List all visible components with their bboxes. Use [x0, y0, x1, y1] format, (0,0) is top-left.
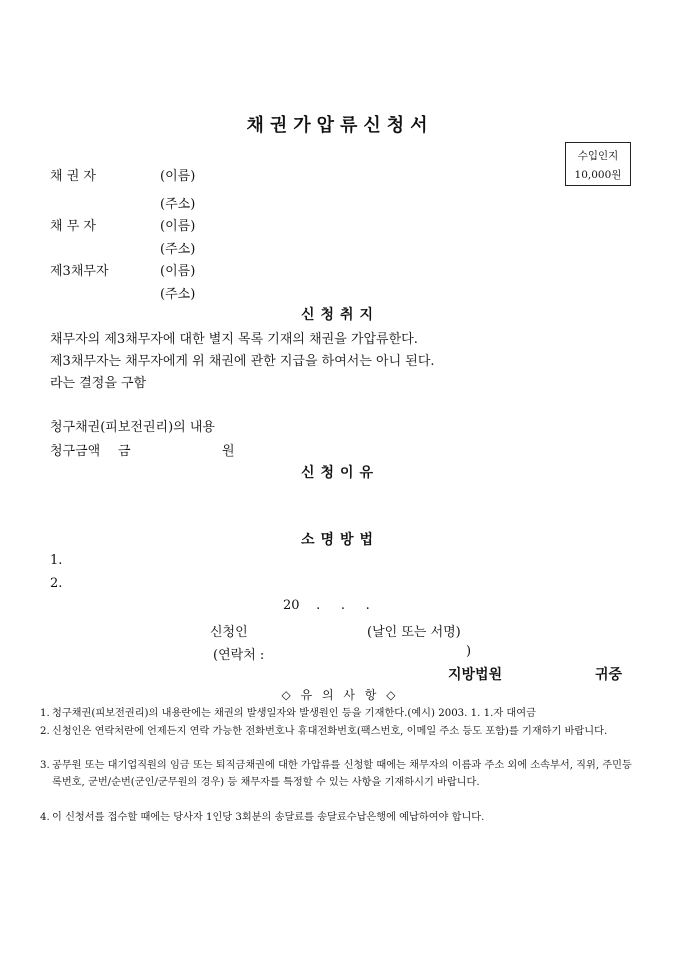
third-debtor-address-field: (주소)	[160, 287, 196, 302]
purpose-line-3: 라는 결정을 구함	[50, 376, 147, 391]
purpose-heading: 신청취지	[300, 307, 380, 323]
revenue-stamp-box	[565, 142, 631, 186]
evidence-item-1: 1.	[50, 553, 63, 568]
third-debtor-label: 제3채무자	[50, 264, 109, 279]
claim-amount-unit: 원	[222, 444, 235, 459]
purpose-line-1: 채무자의 제3채무자에 대한 별지 목록 기재의 채권을 가압류한다.	[50, 332, 418, 347]
stamp-amount: 10,000원	[574, 169, 622, 181]
addressee-label: 귀중	[595, 667, 623, 683]
creditor-address-field: (주소)	[160, 197, 196, 212]
notes-heading: ◇ 유 의 사 항 ◇	[281, 688, 399, 702]
debtor-address-field: (주소)	[160, 242, 196, 257]
claim-amount-label: 청구금액	[50, 444, 101, 459]
debtor-name-field: (이름)	[160, 219, 196, 234]
creditor-name-field: (이름)	[160, 169, 196, 184]
document-title: 채권가압류신청서	[246, 115, 434, 136]
evidence-item-2: 2.	[50, 576, 63, 591]
note-text: 이 신청서를 접수할 때에는 당사자 1인당 3회분의 송달료를 송달료수납은행에 예납하여야 합니다.	[52, 812, 485, 823]
stamp-label: 수입인지	[577, 150, 619, 162]
evidence-heading: 소명방법	[300, 532, 380, 548]
claim-content-label: 청구채권(피보전권리)의 내용	[50, 420, 215, 435]
seal-or-signature-label: (날인 또는 서명)	[367, 625, 461, 640]
note-item-3	[40, 757, 640, 791]
contact-close-paren: )	[466, 644, 472, 659]
third-debtor-name-field: (이름)	[160, 264, 196, 279]
note-number: 4.	[40, 812, 50, 823]
creditor-label: 채 권 자	[50, 169, 96, 184]
purpose-line-2: 제3채무자는 채무자에게 위 채권에 관한 지급을 하여서는 아니 된다.	[50, 354, 435, 369]
application-date: 20 . . .	[283, 598, 370, 613]
note-number: 3.	[40, 760, 50, 771]
note-number: 1.	[40, 708, 50, 719]
note-text: 공무원 또는 대기업직원의 임금 또는 퇴직금채권에 대한 가압류를 신청할 때에는 채무자의 이름과 주소 외에 소속부서, 직위, 주민등록번호, 군번/순번(군인/군무원의 경우) 등 채무자를 특정할 수 있는 사항을 기재하시기 바랍니다.	[52, 760, 632, 788]
applicant-label: 신청인	[210, 625, 248, 640]
reason-heading: 신청이유	[300, 465, 380, 481]
note-item-2	[40, 723, 640, 740]
contact-label: (연락처 :	[213, 648, 265, 663]
note-item-1	[40, 705, 640, 722]
note-item-4	[40, 809, 640, 826]
court-name: 지방법원	[448, 667, 503, 683]
debtor-label: 채 무 자	[50, 219, 96, 234]
note-text: 신청인은 연락처란에 언제든지 연락 가능한 전화번호나 휴대전화번호(팩스번호, 이메일 주소 등도 포함)를 기재하기 바랍니다.	[52, 726, 608, 737]
note-number: 2.	[40, 726, 50, 737]
note-text: 청구채권(피보전권리)의 내용란에는 채권의 발생일자와 발생원인 등을 기재한다.(예시) 2003. 1. 1.자 대여금	[52, 708, 536, 719]
claim-amount-prefix: 금	[118, 444, 131, 459]
